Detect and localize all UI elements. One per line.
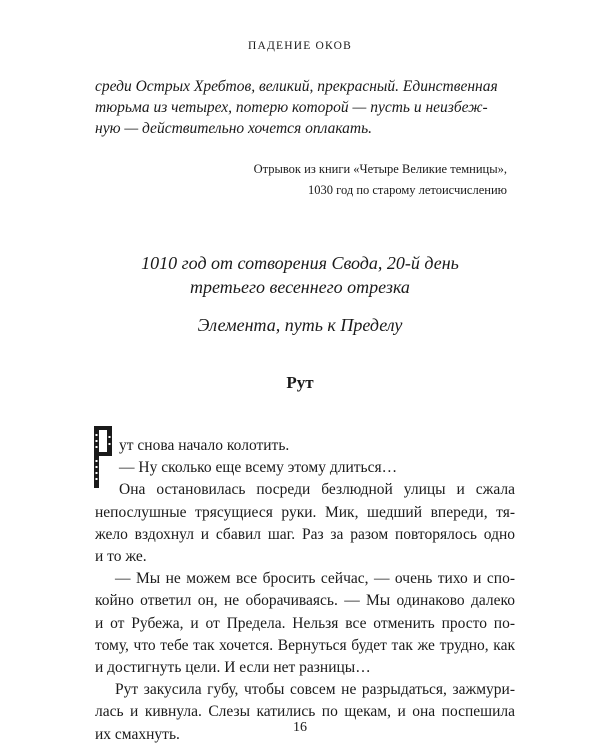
pov-character-name: Рут [286,373,314,392]
chapter-date-heading [0,251,600,299]
chapter-date-line: третьего весеннего отрезка [190,277,410,297]
page-number: 16 [293,720,307,735]
running-head: ПАДЕНИЕ ОКОВ [247,40,353,52]
body-text [95,435,515,746]
epigraph-line: тюрьма из четырех, потерю которой — пусть и неизбеж- [95,99,488,116]
epigraph-line: ную — действительно хочется оплакать. [95,120,373,137]
body-line: и от Рубежа, и от Предела. Нельзя все отменить просто по- [95,614,515,632]
chapter-place: Элемента, путь к Пределу [197,315,403,335]
body-line: и достигнуть цели. И если нет разницы… [95,659,371,677]
body-line: тому, что тебе так хочется. Вернуться будет так же трудно, как [95,636,515,654]
body-line: и то же. [95,548,147,566]
body-line: — Ну сколько еще всему этому длиться… [119,459,398,477]
body-line: жело вздохнул и сбавил шаг. Раз за разом повторялось одно [95,525,515,543]
attribution-line: 1030 год по старому летоисчислению [308,183,507,197]
body-line: непослушные трясущиеся руки. Мик, шедший впереди, тя- [95,503,515,521]
attribution-line: Отрывок из книги «Четыре Великие темницы», [253,162,507,176]
body-line: — Мы не можем все бросить сейчас, — очень тихо и спо- [115,570,515,588]
body-line: Она остановилась посреди безлюдной улицы и сжала [119,481,515,499]
body-line: Рут закусила губу, чтобы совсем не разрыдаться, зажмури- [115,681,515,699]
epigraph-line: среди Острых Хребтов, великий, прекрасный. Единственная [95,78,498,95]
epigraph-attribution [95,159,507,201]
chapter-date-line: 1010 год от сотворения Свода, 20-й день [141,253,459,273]
body-line: ут снова начало колотить. [119,437,290,454]
epigraph [95,76,515,139]
body-line: их смахнуть. [95,725,180,743]
body-line: койно ответил он, не оборачиваясь. — Мы одинаково далеко [95,592,515,610]
body-line: лась и кивнула. Слезы катились по щекам, и она поспешила [95,703,515,721]
